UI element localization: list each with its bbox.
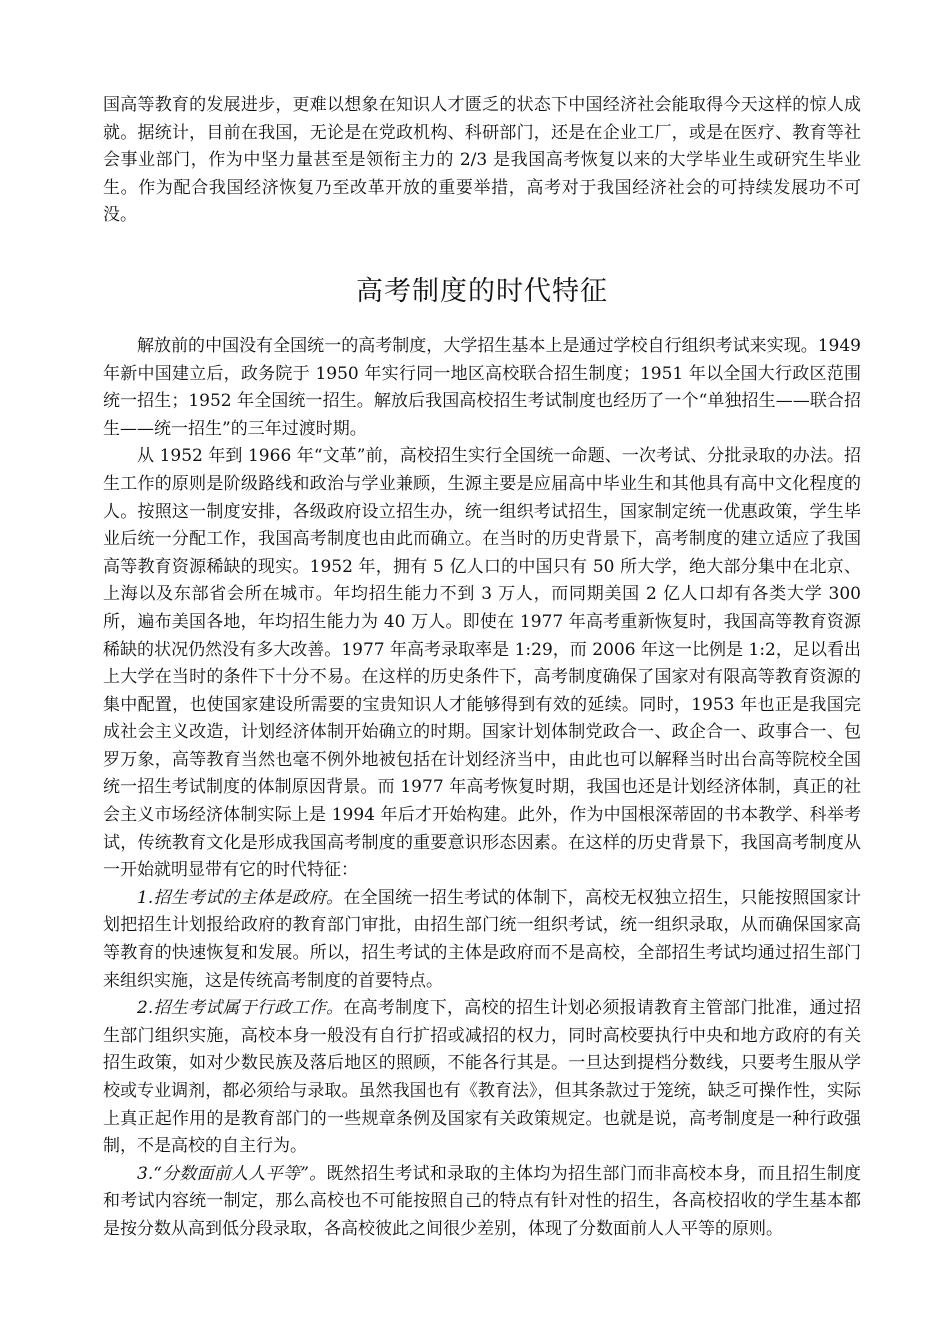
document-page: [103, 92, 861, 1244]
section-title: 高考制度的时代特征: [356, 275, 608, 307]
list-item-1: [103, 885, 861, 995]
paragraph-1: 解放前的中国没有全国统一的高考制度，大学招生基本上是通过学校自行组织考试来实现。1949 年新中国建立后，政务院于 1950 年实行同一地区高校联合招生制度；1951 年以全国大行政区范围统一招生；1952 年全国统一招生。解放后我国高校招生考试制度也经历了一个“单独招生——联合招生——统一招生”的三年过渡时期。: [103, 335, 861, 439]
paragraph-2: 从 1952 年到 1966 年“文革”前，高校招生实行全国统一命题、一次考试、分批录取的办法。招生工作的原则是阶级路线和政治与学业兼顾，生源主要是应届高中毕业生和其他具有高中文化程度的人。按照这一制度安排，各级政府设立招生办，统一组织考试招生，国家制定统一优惠政策，学生毕业后统一分配工作，我国高考制度也由此而确立。在当时的历史背景下，高考制度的建立适应了我国高等教育资源稀缺的现实。1952 年，拥有 5 亿人口的中国只有 50 所大学，绝大部分集中在北京、上海以及东部省会所在城市。年均招生能力不到 3 万人，而同期美国 2 亿人口却有各类大学 300 所，遍布美国各地，年均招生能力为 40 万人。即使在 1977 年高考重新恢复时，我国高等教育资源稀缺的状况仍然没有多大改善。1977 年高考录取率是 1:29，而 2006 年这一比例是 1:2，足以看出上大学在当时的条件下十分不易。在这样的历史条件下，高考制度确保了国家对有限高等教育资源的集中配置，也使国家建设所需要的宝贵知识人才能够得到有效的延续。同时，1953 年也正是我国完成社会主义改造，计划经济体制开始确立的时期。国家计划体制党政合一、政企合一、政事合一、包罗万象，高等教育当然也毫不例外地被包括在计划经济当中，由此也可以解释当时出台高等院校全国统一招生考试制度的体制原因背景。而 1977 年高考恢复时期，我国也还是计划经济体制，真正的社会主义市场经济体制实际上是 1994 年后才开始构建。此外，作为中国根深蒂固的书本教学、科举考试，传统教育文化是形成我国高考制度的重要意识形态因素。在这样的历史背景下，我国高考制度从一开始就明显带有它的时代特征：: [103, 446, 861, 881]
list-item-3-heading: 3.“分数面前人人平等”。: [137, 1163, 327, 1184]
list-item-1-heading: 1.招生考试的主体是政府。: [137, 887, 344, 908]
list-item-2: [103, 995, 861, 1161]
intro-paragraph: 国高等教育的发展进步，更难以想象在知识人才匮乏的状态下中国经济社会能取得今天这样的惊人成就。据统计，目前在我国，无论是在党政机构、科研部门，还是在企业工厂，或是在医疗、教育等社会事业部门，作为中坚力量甚至是领衔主力的 2/3 是我国高考恢复以来的大学毕业生或研究生毕业生。作为配合我国经济恢复乃至改革开放的重要举措，高考对于我国经济社会的可持续发展功不可没。: [103, 95, 861, 226]
list-item-3-body: 既然招生考试和录取的主体均为招生部门而非高校本身，而且招生制度和考试内容统一制定，那么高校也不可能按照自己的特点有针对性的招生，各高校招收的学生基本都是按分数从高到低分段录取，各高校彼此之间很少差别，体现了分数面前人人平等的原则。: [103, 1163, 861, 1239]
list-item-2-body: 在高考制度下，高校的招生计划必须报请教育主管部门批准，通过招生部门组织实施，高校本身一般没有自行扩招或减招的权力，同时高校要执行中央和地方政府的有关招生政策，如对少数民族及落后地区的照顾，不能各行其是。一旦达到提档分数线，只要考生服从学校或专业调剂，都必须给与录取。虽然我国也有《教育法》，但其条款过于笼统，缺乏可操作性，实际上真正起作用的是教育部门的一些规章条例及国家有关政策规定。也就是说，高考制度是一种行政强制，不是高校的自主行为。: [103, 998, 861, 1157]
list-item-1-body: 在全国统一招生考试的体制下，高校无权独立招生，只能按照国家计划把招生计划报给政府的教育部门审批，由招生部门统一组织考试，统一组织录取，从而确保国家高等教育的快速恢复和发展。所以，招生考试的主体是政府而不是高校，全部招生考试均通过招生部门来组织实施，这是传统高考制度的首要特点。: [103, 887, 861, 991]
list-item-2-heading: 2.招生考试属于行政工作。: [137, 998, 344, 1019]
list-item-3: [103, 1161, 861, 1244]
